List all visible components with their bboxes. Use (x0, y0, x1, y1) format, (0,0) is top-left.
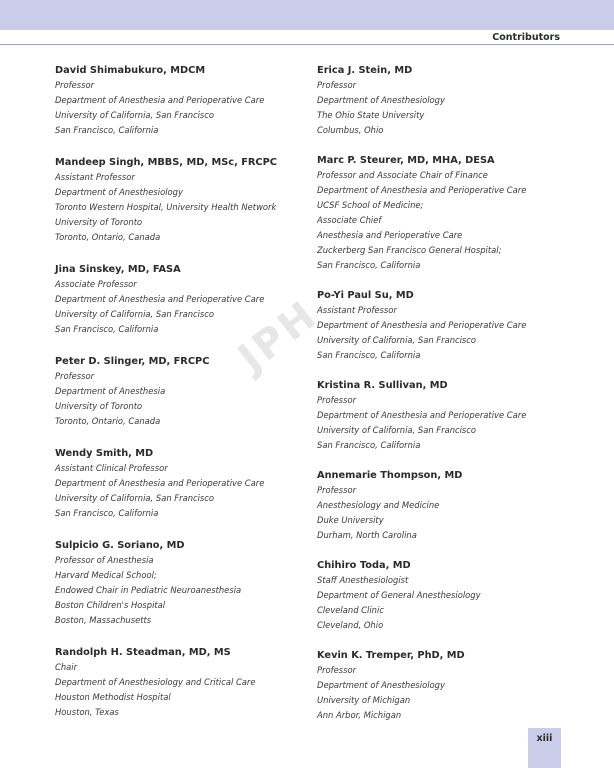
contributor-affiliation-line: San Francisco, California (317, 260, 421, 270)
left-contributors-column (55, 63, 305, 720)
contributor-affiliation-line: Toronto, Ontario, Canada (55, 416, 161, 426)
contributor-entry (55, 645, 305, 720)
contributor-affiliation-line: Professor of Anesthesia (55, 555, 154, 565)
contributor-affiliation-line: Anesthesia and Perioperative Care (317, 230, 463, 240)
contributor-affiliation-line: Department of Anesthesia and Perioperative Care (55, 294, 265, 304)
contributor-name: Kristina R. Sullivan, MD (317, 380, 448, 391)
contributor-affiliation-line: Department of Anesthesia (55, 386, 166, 396)
contributor-affiliation-line: Toronto Western Hospital, University Health Network (55, 202, 277, 212)
contributor-name: Peter D. Slinger, MD, FRCPC (55, 356, 210, 367)
contributor-affiliation-line: Harvard Medical School; (55, 570, 157, 580)
contributor-entry (317, 648, 567, 723)
contributor-affiliation-line: Staff Anesthesiologist (317, 575, 409, 585)
contributor-affiliation-line: Assistant Clinical Professor (55, 463, 168, 473)
contributor-affiliation-line: Department of Anesthesia and Perioperative Care (55, 95, 265, 105)
contributor-name: Mandeep Singh, MBBS, MD, MSc, FRCPC (55, 157, 277, 168)
contributor-affiliation-line: Houston, Texas (55, 707, 119, 717)
contributor-affiliation-line: San Francisco, California (317, 440, 421, 450)
contributor-affiliation-line: University of Toronto (55, 217, 143, 227)
contributor-entry (55, 155, 305, 245)
contributor-affiliation-line: San Francisco, California (317, 350, 421, 360)
contributor-affiliation-line: Department of Anesthesiology (55, 187, 183, 197)
contributor-affiliation-line: University of Michigan (317, 695, 411, 705)
contributor-name: Wendy Smith, MD (55, 448, 154, 459)
contributor-affiliation-line: Zuckerberg San Francisco General Hospital; (317, 245, 502, 255)
contributor-name: Randolph H. Steadman, MD, MS (55, 647, 231, 658)
contributor-affiliation-line: University of Toronto (55, 401, 143, 411)
contributor-affiliation-line: University of California, San Francisco (317, 425, 477, 435)
contributor-affiliation-line: Endowed Chair in Pediatric Neuroanesthesia (55, 585, 242, 595)
contributor-affiliation-line: Professor (317, 395, 357, 405)
contributor-affiliation-line: Professor and Associate Chair of Finance (317, 170, 488, 180)
contributor-name: Kevin K. Tremper, PhD, MD (317, 650, 465, 661)
contributor-entry (55, 262, 305, 337)
contributor-name: Po-Yi Paul Su, MD (317, 290, 414, 301)
contributor-name: David Shimabukuro, MDCM (55, 65, 206, 76)
contributor-affiliation-line: Houston Methodist Hospital (55, 692, 171, 702)
contributor-affiliation-line: Department of Anesthesiology (317, 95, 445, 105)
contributor-affiliation-line: Assistant Professor (55, 172, 135, 182)
contributor-entry (55, 354, 305, 429)
section-title: Contributors (492, 32, 560, 43)
contributor-affiliation-line: Cleveland Clinic (317, 605, 384, 615)
contributor-affiliation-line: Chair (55, 662, 78, 672)
contributor-affiliation-line: Ann Arbor, Michigan (317, 710, 402, 720)
watermark: JPH (230, 291, 327, 382)
contributor-affiliation-line: Professor (317, 665, 357, 675)
contributor-affiliation-line: Department of Anesthesia and Perioperative Care (55, 478, 265, 488)
contributor-affiliation-line: Columbus, Ohio (317, 125, 384, 135)
contributor-affiliation-line: Associate Professor (55, 279, 137, 289)
contributor-entry (317, 378, 567, 453)
contributor-affiliation-line: Cleveland, Ohio (317, 620, 384, 630)
contributor-affiliation-line: University of California, San Francisco (317, 335, 477, 345)
contributor-affiliation-line: Professor (55, 80, 95, 90)
contributor-affiliation-line: Duke University (317, 515, 384, 525)
contributor-affiliation-line: Assistant Professor (317, 305, 397, 315)
contributor-affiliation-line: Department of Anesthesia and Perioperative Care (317, 410, 527, 420)
contributor-affiliation-line: University of California, San Francisco (55, 493, 215, 503)
contributor-affiliation-line: University of California, San Francisco (55, 309, 215, 319)
contributor-affiliation-line: Boston Children's Hospital (55, 600, 166, 610)
contributor-affiliation-line: Department of Anesthesia and Perioperative Care (317, 185, 527, 195)
contributor-affiliation-line: Professor (55, 371, 95, 381)
contributor-entry (317, 63, 567, 138)
header-band (0, 0, 614, 30)
contributor-affiliation-line: Department of Anesthesiology (317, 680, 445, 690)
contributor-affiliation-line: Professor (317, 485, 357, 495)
contributor-affiliation-line: Durham, North Carolina (317, 530, 417, 540)
contributor-name: Marc P. Steurer, MD, MHA, DESA (317, 155, 495, 166)
contributor-affiliation-line: University of California, San Francisco (55, 110, 215, 120)
contributor-affiliation-line: Department of General Anesthesiology (317, 590, 481, 600)
right-contributors-column (317, 63, 567, 723)
contributor-entry (317, 288, 567, 363)
contributor-affiliation-line: Toronto, Ontario, Canada (55, 232, 161, 242)
contributor-affiliation-line: Anesthesiology and Medicine (317, 500, 440, 510)
contributor-entry (55, 63, 305, 138)
contributor-affiliation-line: The Ohio State University (317, 110, 425, 120)
contributor-entry (317, 468, 567, 543)
contributor-affiliation-line: Associate Chief (317, 215, 382, 225)
contributor-entry (55, 538, 305, 628)
contributor-affiliation-line: UCSF School of Medicine; (317, 200, 424, 210)
contributor-affiliation-line: Department of Anesthesiology and Critical Care (55, 677, 256, 687)
contributor-name: Annemarie Thompson, MD (317, 470, 463, 481)
contributor-entry (317, 558, 567, 633)
contributor-affiliation-line: San Francisco, California (55, 324, 159, 334)
contributor-affiliation-line: Professor (317, 80, 357, 90)
contributor-name: Jina Sinskey, MD, FASA (55, 264, 181, 275)
page-number: xiii (536, 733, 553, 744)
contributor-name: Chihiro Toda, MD (317, 560, 411, 571)
contributor-affiliation-line: San Francisco, California (55, 125, 159, 135)
contributor-affiliation-line: San Francisco, California (55, 508, 159, 518)
contributor-affiliation-line: Department of Anesthesia and Perioperative Care (317, 320, 527, 330)
contributor-name: Sulpicio G. Soriano, MD (55, 540, 185, 551)
contributor-name: Erica J. Stein, MD (317, 65, 413, 76)
contributor-entry (55, 446, 305, 521)
contributor-affiliation-line: Boston, Massachusetts (55, 615, 152, 625)
contributor-entry (317, 153, 567, 273)
page-number-tab (528, 728, 561, 768)
header-rule (0, 44, 614, 45)
